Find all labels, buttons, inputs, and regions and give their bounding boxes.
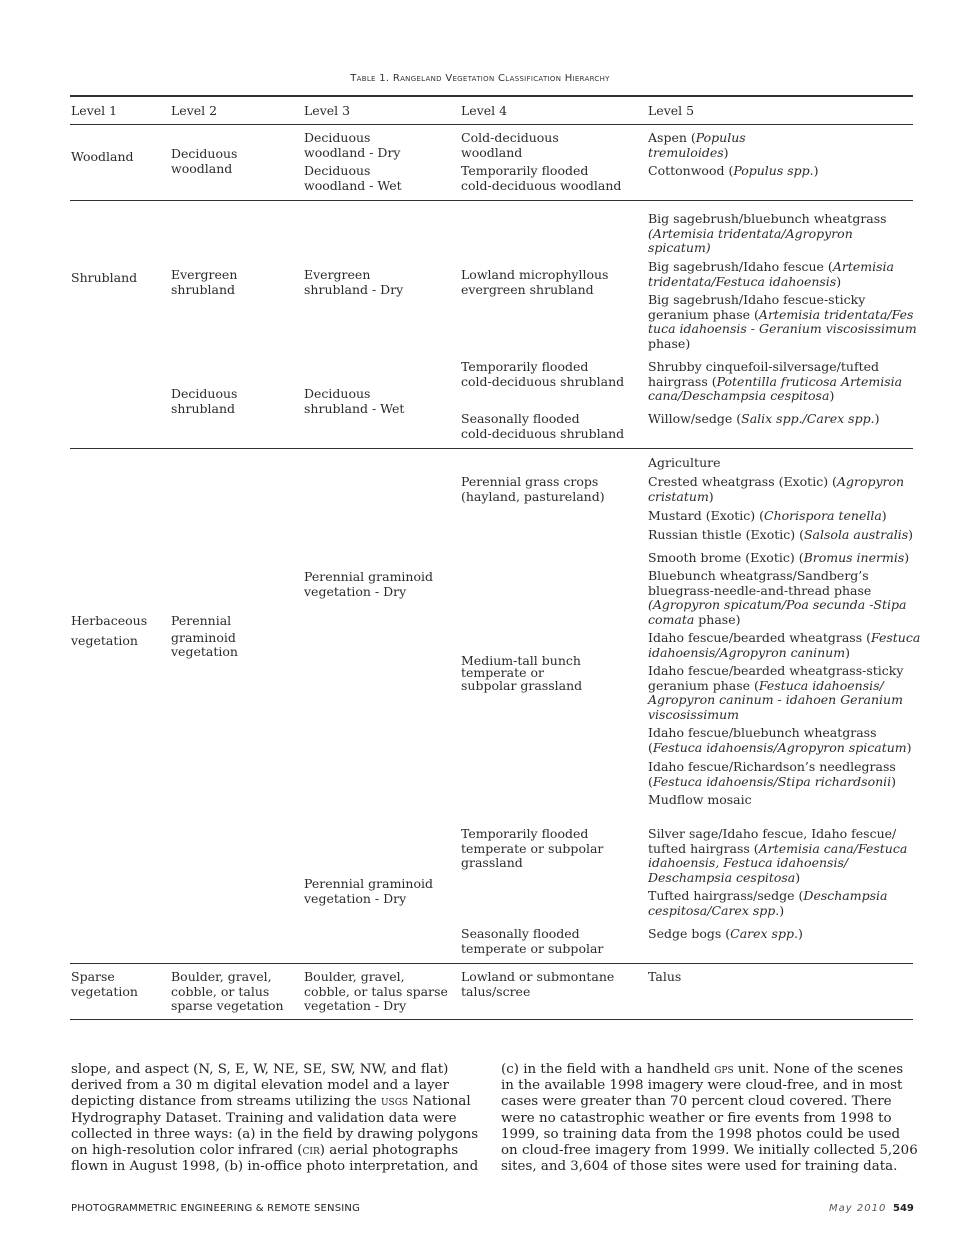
shrubland-level-5-cinquefoil: Shrubby cinquefoil-silversage/tufted hairgrass (Potentilla fruticosa Artemisia cana/Deschampsia cespitosa) bbox=[648, 359, 903, 404]
herbaceous-level-5-idaho-bearded: Idaho fescue/bearded wheatgrass (Festuca idahoensis/Agropyron caninum) bbox=[648, 630, 921, 660]
woodland-level-5-cottonwood: Cottonwood (Populus spp.) bbox=[648, 163, 819, 178]
woodland-level-2: Deciduous woodland bbox=[171, 146, 238, 176]
herbaceous-level-5-bluebunch-sandberg: Bluebunch wheatgrass/Sandberg’s bluegrass-needle-and-thread phase (Agropyron spicatum/Poa secunda -Stipa comata phase) bbox=[648, 568, 907, 627]
footer-date: May 2010 bbox=[829, 1203, 887, 1214]
footer-journal-name: PHOTOGRAMMETRIC ENGINEERING & REMOTE SENSING bbox=[71, 1203, 361, 1214]
shrubland-level-4-seasonally-flooded: Seasonally flooded cold-deciduous shrubland bbox=[461, 411, 625, 441]
herbaceous-level-2: Perennial graminoid vegetation bbox=[171, 613, 238, 660]
herbaceous-level-5-idaho-bluebunch: Idaho fescue/bluebunch wheatgrass (Festuca idahoensis/Agropyron spicatum) bbox=[648, 725, 912, 755]
sparse-level-4: Lowland or submontane talus/scree bbox=[461, 969, 615, 999]
herbaceous-level-4-bunch-grassland: Medium-tall bunch temperate or subpolar grassland bbox=[461, 653, 583, 693]
herbaceous-level-5-sedge-bogs: Sedge bogs (Carex spp.) bbox=[648, 926, 803, 941]
shrubland-level-5-big-sagebrush-bluebunch: Big sagebrush/bluebunch wheatgrass (Artemisia tridentata/Agropyron spicatum) bbox=[648, 211, 887, 256]
shrubland-level-2-deciduous: Deciduous shrubland bbox=[171, 386, 238, 416]
body-text-left-column: slope, and aspect (N, S, E, W, NE, SE, SW, NW, and flat) derived from a 30 m digital elevation model and a layer depicting distance from streams utilizing the usgs National Hydrography Dataset. Training and validation data were collected in three ways: (a) in the field by drawing polygons on high-resolution color infrared (cir) aerial photographs flown in August 1998, (b) in-office photo interpretation, and bbox=[71, 1062, 479, 1175]
woodland-level-3-wet: Deciduous woodland - Wet bbox=[304, 163, 402, 193]
shrubland-level-4-lowland: Lowland microphyllous evergreen shrubland bbox=[461, 267, 609, 297]
woodland-level-5-aspen: Aspen (Populus tremuloides) bbox=[648, 130, 746, 160]
woodland-level-4-a: Cold-deciduous woodland bbox=[461, 130, 559, 160]
shrubland-rule bbox=[70, 448, 913, 449]
herbaceous-level-5-idaho-richardson: Idaho fescue/Richardson’s needlegrass (Festuca idahoensis/Stipa richardsonii) bbox=[648, 759, 897, 789]
body-text-right-column: (c) in the field with a handheld gps unit. None of the scenes in the available 1998 imagery were cloud-free, and in most cases were greater than 70 percent cloud covered. There were no catastrophic weather or fire events from 1998 to 1999, so training data from the 1998 photos could be used on cloud-free imagery from 1999. We initially collected 5,206 sites, and 3,604 of those sites were used for training data. bbox=[501, 1062, 918, 1175]
shrubland-level-5-big-sagebrush-sticky: Big sagebrush/Idaho fescue-sticky geranium phase (Artemisia tridentata/Fes tuca idahoensis - Geranium viscosissimum phase) bbox=[648, 292, 917, 351]
herbaceous-level-5-mudflow: Mudflow mosaic bbox=[648, 792, 752, 807]
shrubland-level-2-evergreen: Evergreen shrubland bbox=[171, 267, 238, 297]
herbaceous-rule bbox=[70, 963, 913, 964]
sparse-level-2: Boulder, gravel, cobble, or talus sparse vegetation bbox=[171, 969, 284, 1014]
woodland-level-1: Woodland bbox=[71, 149, 134, 164]
woodland-rule bbox=[70, 200, 913, 201]
header-rule bbox=[70, 124, 913, 125]
herbaceous-level-5-mustard: Mustard (Exotic) (Chorispora tenella) bbox=[648, 508, 887, 523]
sparse-level-5: Talus bbox=[648, 969, 682, 984]
woodland-level-4-b: Temporarily flooded cold-deciduous woodland bbox=[461, 163, 622, 193]
shrubland-level-3-deciduous: Deciduous shrubland - Wet bbox=[304, 386, 405, 416]
herbaceous-level-5-tufted-hairgrass: Tufted hairgrass/sedge (Deschampsia cespitosa/Carex spp.) bbox=[648, 888, 888, 918]
herbaceous-level-3-a: Perennial graminoid vegetation - Dry bbox=[304, 569, 433, 599]
table-bottom-rule bbox=[70, 1019, 913, 1020]
header-level-5: Level 5 bbox=[648, 103, 695, 118]
woodland-level-3-dry: Deciduous woodland - Dry bbox=[304, 130, 401, 160]
sparse-level-3: Boulder, gravel, cobble, or talus sparse vegetation - Dry bbox=[304, 969, 448, 1014]
footer-page-number: 549 bbox=[893, 1203, 914, 1214]
shrubland-level-1: Shrubland bbox=[71, 270, 138, 285]
header-level-3: Level 3 bbox=[304, 103, 351, 118]
table-caption: Table 1. Rangeland Vegetation Classification Hierarchy bbox=[350, 73, 610, 84]
herbaceous-level-5-russian-thistle: Russian thistle (Exotic) (Salsola australis) bbox=[648, 527, 914, 542]
herbaceous-level-4-temporarily-flooded: Temporarily flooded temperate or subpolar grassland bbox=[461, 826, 604, 871]
shrubland-level-4-temporarily-flooded: Temporarily flooded cold-deciduous shrubland bbox=[461, 359, 625, 389]
shrubland-level-5-willow: Willow/sedge (Salix spp./Carex spp.) bbox=[648, 411, 880, 426]
herbaceous-level-1: Herbaceous vegetation bbox=[71, 613, 148, 648]
table-top-rule bbox=[70, 95, 913, 97]
header-level-4: Level 4 bbox=[461, 103, 508, 118]
header-level-2: Level 2 bbox=[171, 103, 218, 118]
shrubland-level-3-evergreen: Evergreen shrubland - Dry bbox=[304, 267, 404, 297]
shrubland-level-5-big-sagebrush-idaho: Big sagebrush/Idaho fescue (Artemisia tridentata/Festuca idahoensis) bbox=[648, 259, 894, 289]
herbaceous-level-5-smooth-brome: Smooth brome (Exotic) (Bromus inermis) bbox=[648, 550, 910, 565]
header-level-1: Level 1 bbox=[71, 103, 118, 118]
herbaceous-level-5-silver-sage: Silver sage/Idaho fescue, Idaho fescue/ tufted hairgrass (Artemisia cana/Festuca idahoensis, Festuca idahoensis/ Deschampsia cespitosa) bbox=[648, 826, 908, 885]
herbaceous-level-4-seasonally-flooded: Seasonally flooded temperate or subpolar bbox=[461, 926, 604, 956]
herbaceous-level-4-grass-crops: Perennial grass crops (hayland, pastureland) bbox=[461, 474, 605, 504]
sparse-level-1: Sparse vegetation bbox=[71, 969, 138, 999]
herbaceous-level-5-agriculture: Agriculture bbox=[648, 455, 721, 470]
herbaceous-level-5-idaho-bearded-sticky: Idaho fescue/bearded wheatgrass-sticky geranium phase (Festuca idahoensis/ Agropyron caninum - idahoen Geranium viscosissimum bbox=[648, 663, 904, 722]
herbaceous-level-5-crested-wheatgrass: Crested wheatgrass (Exotic) (Agropyron cristatum) bbox=[648, 474, 905, 504]
herbaceous-level-3-b: Perennial graminoid vegetation - Dry bbox=[304, 876, 433, 906]
